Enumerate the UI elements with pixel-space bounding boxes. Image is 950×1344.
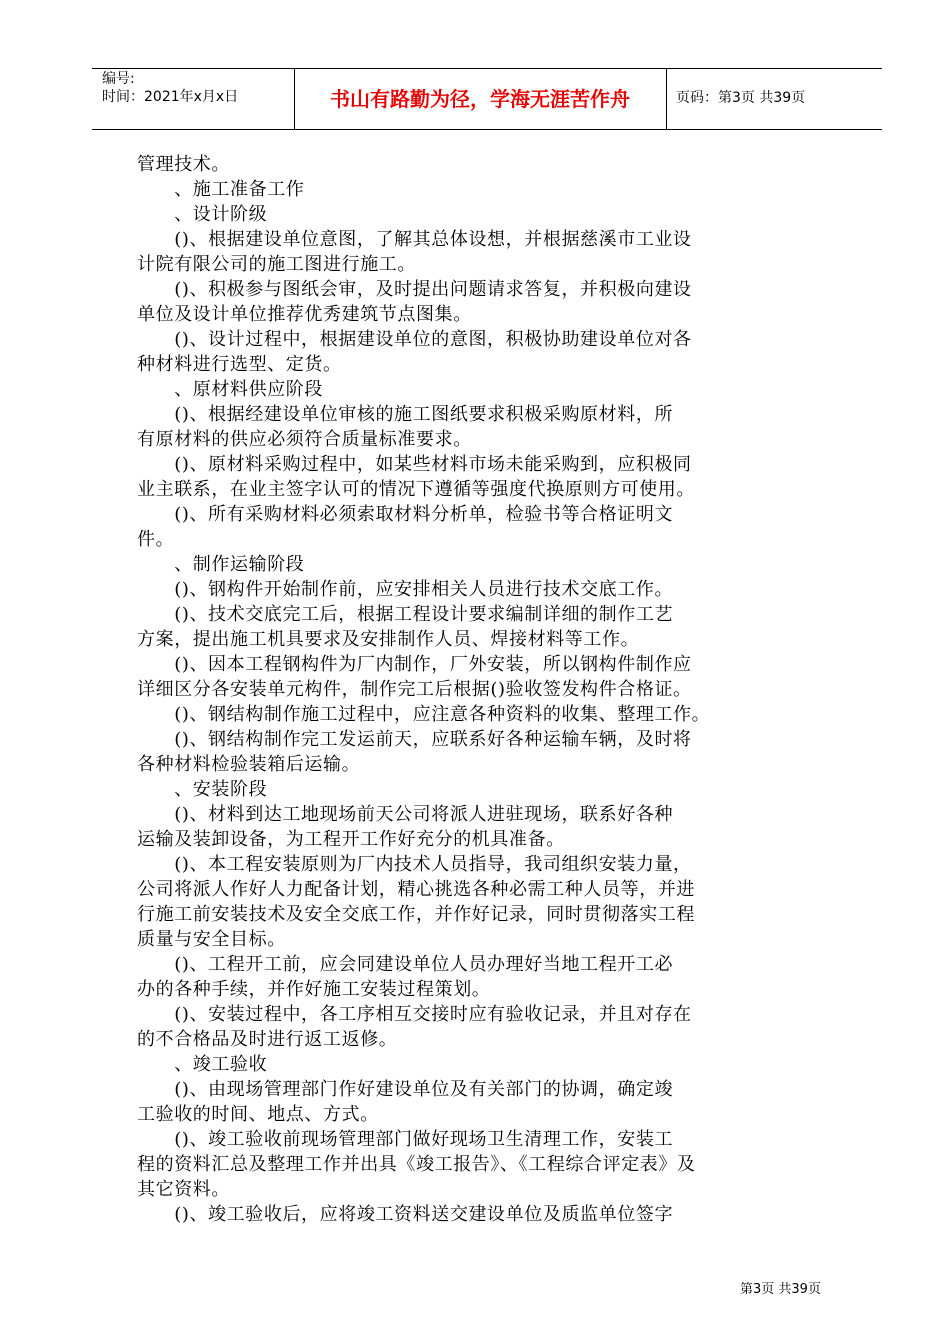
text-line: 的不合格品及时进行返工返修。 [137, 1029, 398, 1050]
text-line: 种材料进行选型、定货。 [137, 354, 342, 375]
header-divider-right [666, 69, 667, 129]
text-line: ()、钢构件开始制作前，应安排相关人员进行技术交底工作。 [137, 579, 674, 600]
text-line: 、设计阶级 [137, 204, 268, 225]
document-body [137, 152, 841, 1227]
header-motto: 书山有路勤为径，学海无涯苦作舟 [330, 87, 630, 111]
text-line: 办的各种手续，并作好施工安装过程策划。 [137, 979, 491, 1000]
text-line: 件。 [137, 529, 175, 550]
text-line: 单位及设计单位推荐优秀建筑节点图集。 [137, 304, 472, 325]
text-line: ()、积极参与图纸会审，及时提出问题请求答复，并积极向建设 [137, 279, 692, 300]
text-line: 、竣工验收 [137, 1054, 268, 1075]
text-line: ()、技术交底完工后，根据工程设计要求编制详细的制作工艺 [137, 604, 674, 625]
text-line: 、施工准备工作 [137, 179, 305, 200]
document-number-label: 编号: [102, 71, 135, 87]
text-line: 、原材料供应阶段 [137, 379, 323, 400]
text-line: ()、竣工验收前现场管理部门做好现场卫生清理工作，安装工 [137, 1129, 674, 1150]
text-line: ()、根据建设单位意图，了解其总体设想，并根据慈溪市工业设 [137, 229, 692, 250]
text-line: ()、材料到达工地现场前天公司将派人进驻现场，联系好各种 [137, 804, 674, 825]
text-line: 、安装阶段 [137, 779, 268, 800]
text-line: 程的资料汇总及整理工作并出具《竣工报告》、《工程综合评定表》及 [137, 1154, 696, 1175]
text-line: 工验收的时间、地点、方式。 [137, 1104, 379, 1125]
text-line: 运输及装卸设备，为工程开工作好充分的机具准备。 [137, 829, 565, 850]
text-line: ()、安装过程中，各工序相互交接时应有验收记录，并且对存在 [137, 1004, 692, 1025]
page-header [92, 68, 882, 130]
text-line: 公司将派人作好人力配备计划，精心挑选各种必需工种人员等，并进 [137, 879, 695, 900]
text-line: 业主联系，在业主签字认可的情况下遵循等强度代换原则方可使用。 [137, 479, 695, 500]
text-line: ()、设计过程中，根据建设单位的意图，积极协助建设单位对各 [137, 329, 692, 350]
text-line: ()、钢结构制作施工过程中，应注意各种资料的收集、整理工作。 [137, 704, 711, 725]
text-line: ()、竣工验收后，应将竣工资料送交建设单位及质监单位签字 [137, 1204, 674, 1225]
header-page-number: 页码：第3页 共39页 [676, 90, 806, 106]
header-meta [102, 69, 292, 129]
text-line: 各种材料检验装箱后运输。 [137, 754, 361, 775]
page-footer-number: 第3页 共39页 [740, 1282, 821, 1297]
text-line: ()、所有采购材料必须索取材料分析单，检验书等合格证明文 [137, 504, 674, 525]
text-line: ()、工程开工前，应会同建设单位人员办理好当地工程开工必 [137, 954, 674, 975]
header-motto-cell [294, 69, 666, 129]
text-line: ()、因本工程钢构件为厂内制作，厂外安装，所以钢构件制作应 [137, 654, 692, 675]
text-line: 质量与安全目标。 [137, 929, 286, 950]
text-line: 行施工前安装技术及安全交底工作，并作好记录，同时贯彻落实工程 [137, 904, 695, 925]
document-time: 时间：2021年x月x日 [102, 89, 239, 105]
text-line: 其它资料。 [137, 1179, 230, 1200]
text-line: ()、钢结构制作完工发运前天，应联系好各种运输车辆，及时将 [137, 729, 692, 750]
text-line: ()、根据经建设单位审核的施工图纸要求积极采购原材料，所 [137, 404, 674, 425]
text-line: ()、原材料采购过程中，如某些材料市场未能采购到，应积极同 [137, 454, 692, 475]
text-line: 管理技术。 [137, 154, 230, 175]
text-line: 方案，提出施工机具要求及安排制作人员、焊接材料等工作。 [137, 629, 640, 650]
text-line: 有原材料的供应必须符合质量标准要求。 [137, 429, 472, 450]
text-line: 、制作运输阶段 [137, 554, 305, 575]
text-line: 计院有限公司的施工图进行施工。 [137, 254, 416, 275]
text-line: 详细区分各安装单元构件，制作完工后根据()验收签发构件合格证。 [137, 679, 692, 700]
text-line: ()、本工程安装原则为厂内技术人员指导，我司组织安装力量， [137, 854, 692, 875]
header-page-cell [676, 69, 876, 129]
text-line: ()、由现场管理部门作好建设单位及有关部门的协调，确定竣 [137, 1079, 674, 1100]
